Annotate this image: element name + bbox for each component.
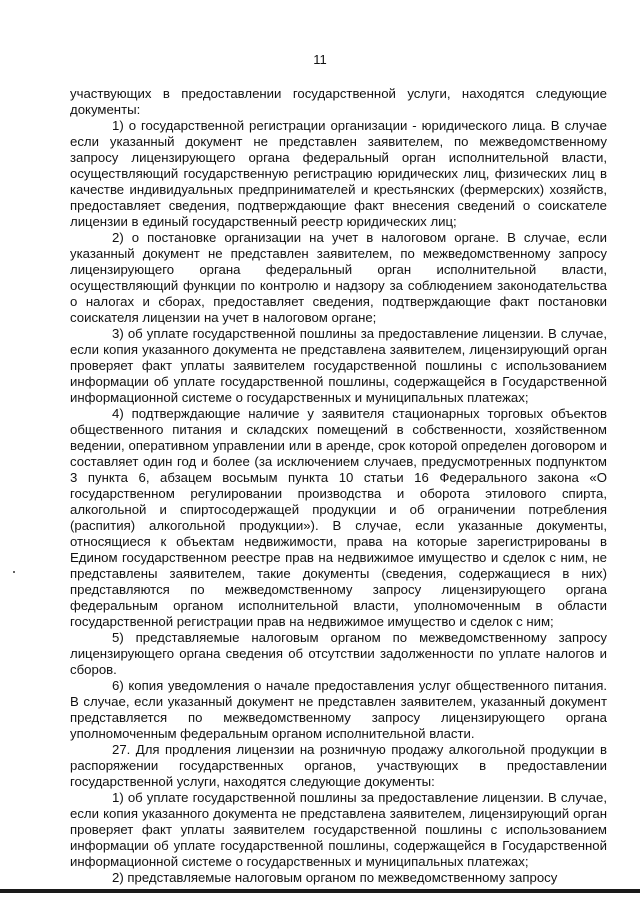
paragraph-item-2-tax-registration: 2) о постановке организации на учет в налоговом органе. В случае, если указанный документ не представлен заявителем, по межведомственному запросу лицензирующего органа федеральный орган исполнительной власти, осуществляющий функции по контролю и надзору за соблюдением законодательства о налогах и сборах, предоставляет сведения, подтверждающие факт постановки соискателя лицензии на учет в налоговом органе; xyxy=(70,230,607,325)
scan-speck xyxy=(13,571,15,573)
paragraph-item-6-catering-notice: 6) копия уведомления о начале предоставления услуг общественного питания. В случае, если указанный документ не представлен заявителем, указанный документ представляется по межведомственному запросу лицензирующего органа уполномоченным федеральным органом исполнительной власти. xyxy=(70,678,607,741)
paragraph-intro-continuation: участвующих в предоставлении государственной услуги, находятся следующие документы: xyxy=(70,86,607,117)
paragraph-section-27-item-1: 1) об уплате государственной пошлины за предоставление лицензии. В случае, если копия указанного документа не представлена заявителем, лицензирующий орган проверяет факт уплаты заявителем государственной пошлины с использованием информации об уплате государственной пошлины, содержащейся в Государственной информационной системе о государственных и муниципальных платежах; xyxy=(70,790,607,869)
page-number: 11 xyxy=(313,52,327,67)
paragraph-item-1-legal-entity-registration: 1) о государственной регистрации организации - юридического лица. В случае если указанный документ не представлен заявителем, по межведомственному запросу лицензирующего органа федеральный орган исполнительной власти, осуществляющий государственную регистрацию юридических лиц, физических лиц в качестве индивидуальных предпринимателей и крестьянских (фермерских) хозяйств, предоставляет сведения, подтверждающие факт внесения сведений о соискателе лицензии в единый государственный реестр юридических лиц; xyxy=(70,118,607,229)
paragraph-item-5-tax-debt: 5) представляемые налоговым органом по межведомственному запросу лицензирующего органа сведения об отсутствии задолженности по уплате налогов и сборов. xyxy=(70,630,607,677)
paragraph-item-3-state-fee: 3) об уплате государственной пошлины за предоставление лицензии. В случае, если копия указанного документа не представлена заявителем, лицензирующий орган проверяет факт уплаты заявителем государственной пошлины с использованием информации об уплате государственной пошлины, содержащейся в Государственной информационной системе о государственных и муниципальных платежах; xyxy=(70,326,607,405)
paragraph-section-27: 27. Для продления лицензии на розничную продажу алкогольной продукции в распоряжении государственных органов, участвующих в предоставлении государственной услуги, находятся следующие документы: xyxy=(70,742,607,789)
paragraph-item-4-premises: 4) подтверждающие наличие у заявителя стационарных торговых объектов общественного питания и складских помещений в собственности, хозяйственном ведении, оперативном управлении или в аренде, срок которой определен договором и составляет один год и более (за исключением случаев, предусмотренных подпунктом 3 пункта 6, абзацем восьмым пункта 10 статьи 16 Федерального закона «О государственном регулировании производства и оборота этилового спирта, алкогольной и спиртосодержащей продукции и об ограничении потребления (распития) алкогольной продукции»). В случае, если указанные документы, относящиеся к объектам недвижимости, права на которые зарегистрированы в Едином государственном реестре прав на недвижимое имущество и сделок с ним, не представлены заявителем, такие документы (сведения, содержащиеся в них) представляются по межведомственному запросу лицензирующего органа федеральным органом исполнительной власти, уполномоченным в области государственной регистрации прав на недвижимое имущество и сделок с ним; xyxy=(70,406,607,629)
document-body xyxy=(70,86,607,886)
scan-bottom-edge xyxy=(0,889,640,893)
paragraph-section-27-item-2: 2) представляемые налоговым органом по межведомственному запросу xyxy=(112,870,558,885)
